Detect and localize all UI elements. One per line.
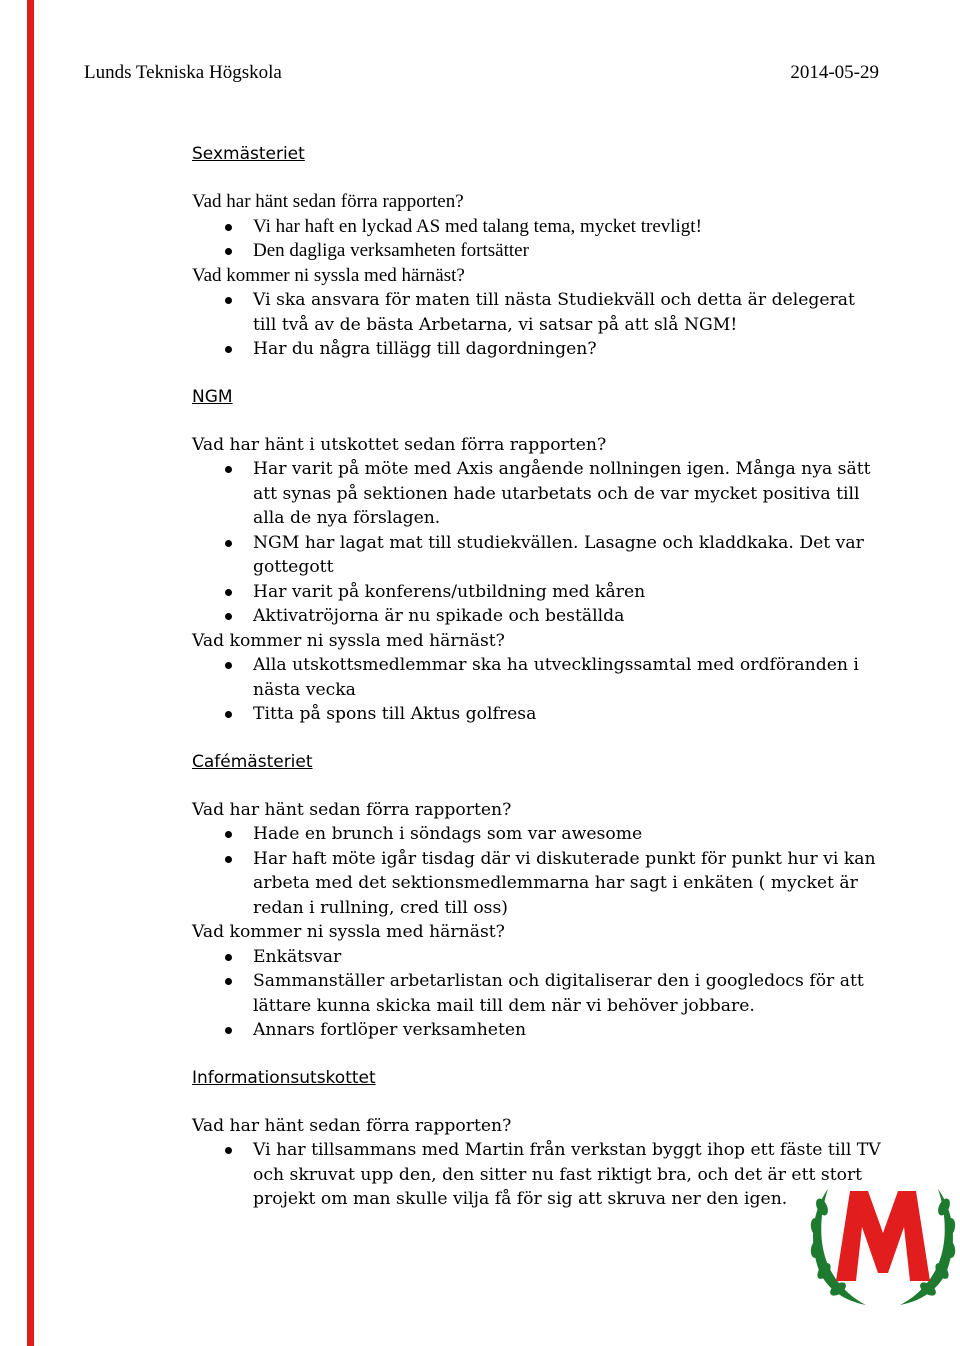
list-item: Sammanställer arbetarlistan och digitaliserar den i googledocs för att lättare kunna skicka mail till dem när vi behöver jobbare. — [192, 969, 882, 1018]
list-item: Enkätsvar — [192, 945, 882, 970]
list-item: Har varit på möte med Axis angående nollningen igen. Många nya sätt att synas på sektionen hade utarbetats och de var mycket positiva till alla de nya förslagen. — [192, 457, 882, 531]
list-item: Aktivatröjorna är nu spikade och beställda — [192, 604, 882, 629]
bullet-list — [192, 457, 882, 629]
list-item: Har du några tillägg till dagordningen? — [192, 337, 882, 362]
list-item: Vi ska ansvara för maten till nästa Studiekväll och detta är delegerat till två av de bästa Arbetarna, vi satsar på att slå NGM! — [192, 288, 882, 337]
question: Vad har hänt sedan förra rapporten? — [192, 799, 512, 820]
bullet-list — [192, 1138, 882, 1212]
list-item: Har haft möte igår tisdag där vi diskuterade punkt för punkt hur vi kan arbeta med det sektionsmedlemmarna har sagt i enkäten ( mycket är redan i rullning, cred till oss) — [192, 847, 882, 921]
section-cafemasteriet — [192, 750, 882, 1043]
section-logo-icon — [806, 1177, 960, 1311]
bullet-list — [192, 945, 882, 1043]
question: Vad kommer ni syssla med härnäst? — [192, 630, 505, 651]
question: Vad kommer ni syssla med härnäst? — [192, 922, 505, 942]
question: Vad har hänt i utskottet sedan förra rapporten? — [192, 434, 607, 455]
section-title: Sexmästeriet — [192, 144, 305, 164]
bullet-list — [192, 653, 882, 727]
section-informationsutskottet — [192, 1066, 882, 1212]
section-title: NGM — [192, 386, 233, 407]
question: Vad har hänt sedan förra rapporten? — [192, 191, 464, 212]
bullet-list — [192, 215, 882, 264]
list-item: Vi har tillsammans med Martin från verkstan byggt ihop ett fäste till TV och skruvat upp den, den sitter nu fast riktigt bra, och det är ett stort projekt om man skulle vilja få för sig att skruva ner den igen. — [192, 1138, 882, 1212]
list-item: NGM har lagat mat till studiekvällen. Lasagne och kladdkaka. Det var gottegott — [192, 531, 882, 580]
question: Vad har hänt sedan förra rapporten? — [192, 1115, 512, 1136]
section-sexmasteriet — [192, 142, 882, 362]
question: Vad kommer ni syssla med härnäst? — [192, 264, 465, 286]
list-item: Alla utskottsmedlemmar ska ha utvecklingssamtal med ordföranden i nästa vecka — [192, 653, 882, 702]
section-title: Cafémästeriet — [192, 751, 313, 772]
bullet-list — [192, 288, 882, 362]
page-margin-rule — [27, 0, 34, 1346]
list-item: Titta på spons till Aktus golfresa — [192, 702, 882, 727]
report-date: 2014-05-29 — [790, 62, 879, 83]
list-item: Har varit på konferens/utbildning med kåren — [192, 580, 882, 605]
section-title: Informationsutskottet — [192, 1067, 376, 1088]
school-name: Lunds Tekniska Högskola — [84, 62, 282, 83]
page-header — [84, 60, 879, 86]
list-item: Hade en brunch i söndags som var awesome — [192, 822, 882, 847]
report-body — [192, 142, 882, 1212]
bullet-list — [192, 822, 882, 920]
section-ngm — [192, 385, 882, 727]
list-item: Vi har haft en lyckad AS med talang tema, mycket trevligt! — [192, 215, 882, 240]
list-item: Den dagliga verksamheten fortsätter — [192, 239, 882, 264]
list-item: Annars fortlöper verksamheten — [192, 1018, 882, 1043]
